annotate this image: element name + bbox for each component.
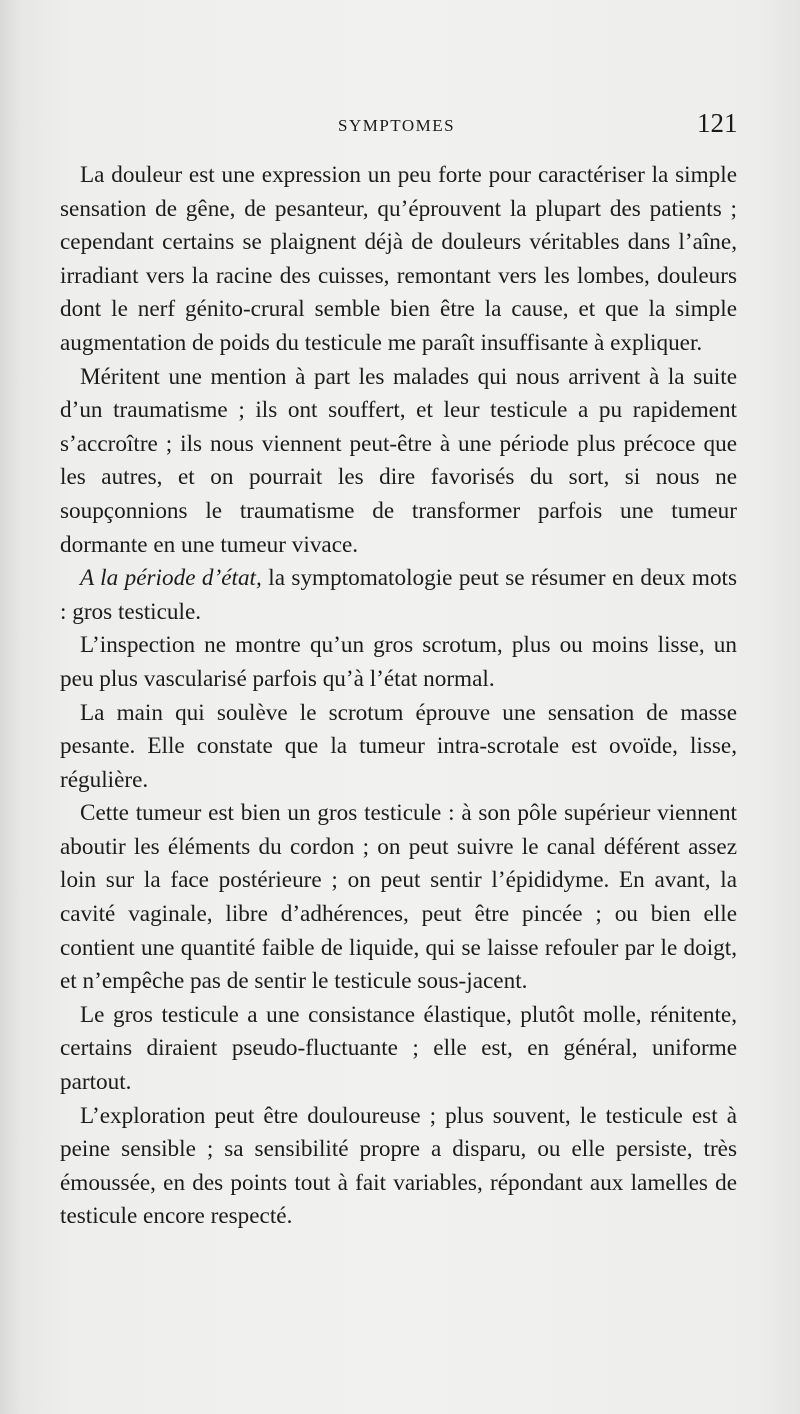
paragraph-traumatisme: Méritent une mention à part les malades qui nous arrivent à la suite d’un traumatisme ; ils ont souffert, et leur testicule a pu rapidement s’accroître ; ils nous viennent peut-être à une période plus précoce que les autres, et on pourrait les dire favorisés du sort, si nous ne soupçonnions le traumatisme de transformer parfois une tumeur dormante en une tumeur vivace. [60,363,737,558]
paragraph-periode-etat [60,562,737,629]
paragraph-main: La main qui soulève le scrotum éprouve une sensation de masse pesante. Elle constate que la tumeur intra-scrotale est ovoïde, lisse, régulière. [60,699,737,793]
paragraph-douleur: La douleur est une expression un peu forte pour caractériser la simple sensation de gêne, de pesanteur, qu’éprouvent la plupart des patients ; cependant certains se plaignent déjà de douleurs véritables dans l’aîne, irradiant vers la racine des cuisses, remontant vers les lombes, douleurs dont le nerf génito-crural semble bien être la cause, et que la simple augmentation de poids du testicule me paraît insuffisante à expliquer. [60,162,737,356]
running-title: SYMPTOMES [338,116,456,135]
body-text [60,159,737,1234]
paragraph-consistance: Le gros testicule a une consistance élastique, plutôt molle, rénitente, certains diraient pseudo-fluctuante ; elle est, en général, uniforme partout. [60,1001,737,1096]
paragraph-tumeur: Cette tumeur est bien un gros testicule : à son pôle supérieur viennent aboutir les éléments du cordon ; on peut suivre le canal déférent assez loin sur la face postérieure ; on peut sentir l’épididyme. En avant, la cavité vaginale, libre d’adhérences, peut être pincée ; ou bien elle contient une quantité faible de liquide, qui se laisse refouler par le doigt, et n’empêche pas de sentir le testicule sous-jacent. [60,800,737,995]
italic-phrase: A la période d’état, [80,565,262,592]
paragraph-exploration: L’exploration peut être douloureuse ; plus souvent, le testicule est à peine sensible ; sa sensibilité propre a disparu, ou elle persiste, très émoussée, en des points tout à fait variables, répondant aux lamelles de testicule encore respecté. [60,1102,737,1230]
paragraph-text: la symptomatologie peut se résumer en deux mots : gros testicule. [60,565,738,625]
page-number: 121 [697,108,738,138]
paragraph-inspection: L’inspection ne montre qu’un gros scrotum, plus ou moins lisse, un peu plus vascularisé parfois qu’à l’état normal. [60,632,737,692]
